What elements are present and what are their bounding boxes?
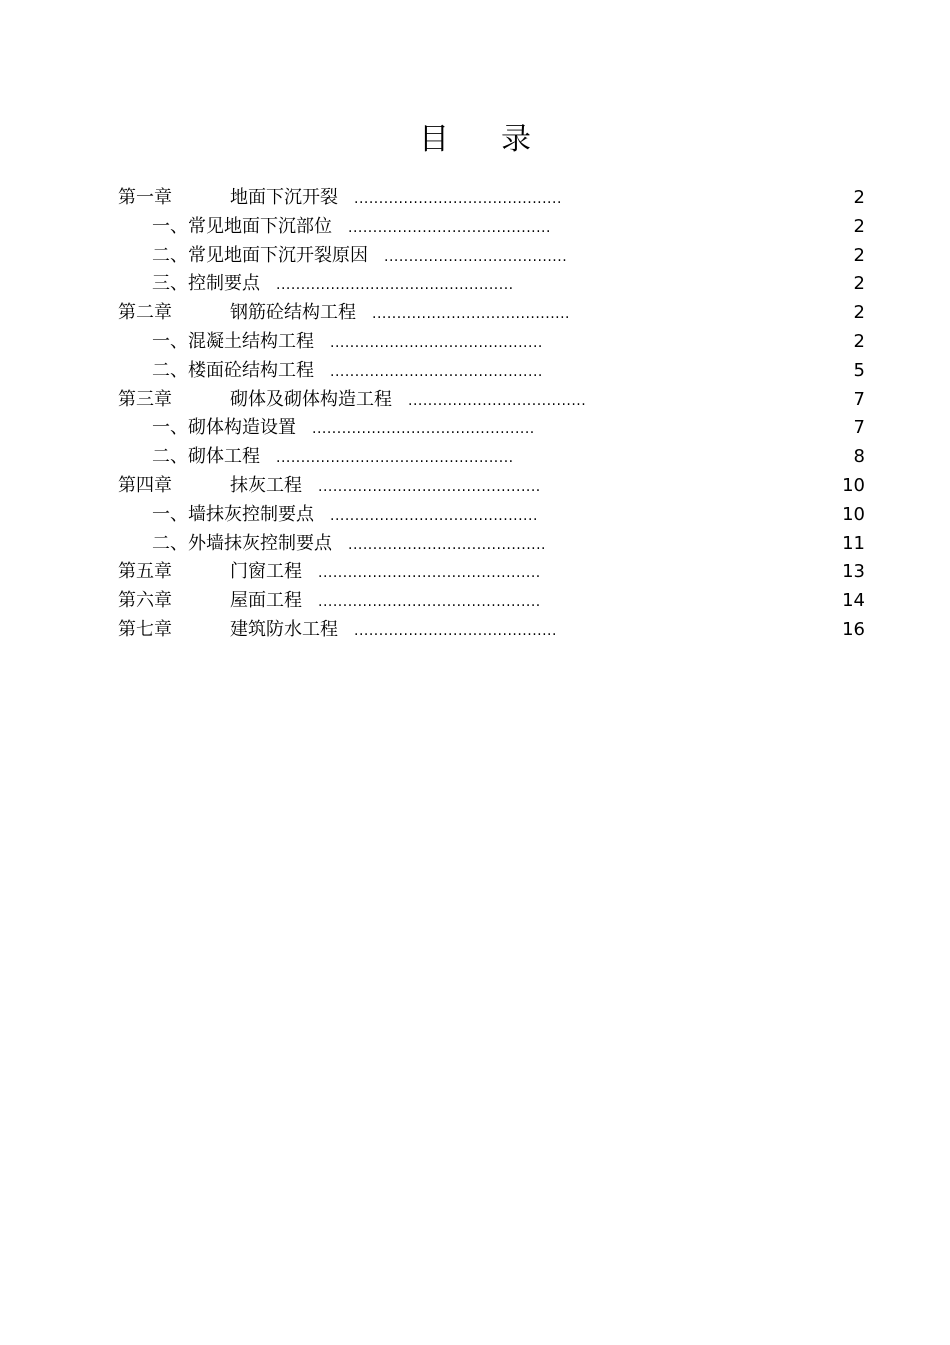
toc-entry-title: 外墙抹灰控制要点 (188, 532, 332, 554)
toc-entry-title: 砌体工程 (188, 446, 260, 468)
toc-entry-number: 第四章 (118, 474, 172, 496)
toc-entry-number: 第六章 (118, 590, 172, 612)
toc-entry-leader-dots: ............................................. (318, 594, 541, 611)
toc-entry-section[interactable] (118, 414, 865, 443)
toc-entry-number: 第七章 (118, 618, 172, 640)
toc-entry-section[interactable] (118, 443, 865, 472)
toc-entry-leader-dots: ........................................... (330, 363, 543, 380)
toc-entry-page-number: 5 (853, 359, 865, 381)
toc-list (118, 184, 865, 645)
toc-entry-section[interactable] (118, 530, 865, 559)
toc-entry-page-number: 2 (853, 273, 865, 295)
toc-entry-page-number: 16 (842, 618, 865, 640)
toc-entry-title: 楼面砼结构工程 (188, 359, 314, 381)
toc-entry-leader-dots: .......................................... (330, 507, 538, 524)
toc-entry-number: 一、 (152, 417, 188, 439)
toc-entry-section[interactable] (118, 270, 865, 299)
toc-entry-number: 第二章 (118, 302, 172, 324)
toc-entry-page-number: 2 (853, 302, 865, 324)
toc-entry-section[interactable] (118, 242, 865, 271)
toc-entry-leader-dots: ......................................... (354, 622, 557, 639)
toc-entry-title: 建筑防水工程 (230, 618, 338, 640)
toc-entry-number: 三、 (152, 273, 188, 295)
toc-entry-number: 一、 (152, 215, 188, 237)
toc-entry-page-number: 7 (853, 388, 865, 410)
toc-entry-number: 一、 (152, 503, 188, 525)
toc-entry-leader-dots: ........................................ (348, 536, 547, 553)
toc-entry-page-number: 10 (842, 503, 865, 525)
toc-entry-page-number: 14 (842, 590, 865, 612)
toc-entry-number: 二、 (152, 244, 188, 266)
toc-entry-number: 二、 (152, 532, 188, 554)
toc-entry-section[interactable] (118, 357, 865, 386)
toc-entry-page-number: 13 (842, 561, 865, 583)
toc-entry-title: 砌体及砌体构造工程 (230, 388, 392, 410)
toc-title-char-2: 录 (501, 122, 531, 157)
toc-entry-chapter[interactable] (118, 616, 865, 645)
toc-entry-leader-dots: ........................................ (372, 306, 571, 323)
toc-entry-leader-dots: ..................................... (384, 248, 568, 265)
toc-entry-title: 常见地面下沉开裂原因 (188, 244, 368, 266)
toc-entry-title: 砌体构造设置 (188, 417, 296, 439)
toc-entry-number: 一、 (152, 330, 188, 352)
toc-title-char-1: 目 (419, 122, 449, 157)
toc-entry-leader-dots: ............................................. (318, 478, 541, 495)
toc-entry-page-number: 11 (842, 532, 865, 554)
toc-entry-leader-dots: ........................................... (330, 334, 543, 351)
toc-entry-title: 抹灰工程 (230, 474, 302, 496)
toc-entry-chapter[interactable] (118, 299, 865, 328)
toc-entry-title: 屋面工程 (230, 590, 302, 612)
toc-entry-leader-dots: ................................................ (276, 277, 514, 294)
toc-entry-page-number: 2 (853, 187, 865, 208)
toc-entry-page-number: 8 (853, 446, 865, 468)
toc-entry-chapter[interactable] (118, 472, 865, 501)
toc-entry-section[interactable] (118, 328, 865, 357)
toc-entry-leader-dots: .......................................... (354, 191, 562, 207)
toc-entry-section[interactable] (118, 213, 865, 242)
toc-entry-title: 钢筋砼结构工程 (230, 302, 356, 324)
toc-entry-leader-dots: ................................................ (276, 450, 514, 467)
toc-entry-number: 二、 (152, 446, 188, 468)
toc-entry-page-number: 2 (853, 330, 865, 352)
toc-entry-title: 常见地面下沉部位 (188, 215, 332, 237)
toc-entry-page-number: 2 (853, 215, 865, 237)
toc-entry-chapter[interactable] (118, 386, 865, 415)
toc-entry-section[interactable] (118, 501, 865, 530)
toc-entry-number: 第五章 (118, 561, 172, 583)
toc-entry-title: 地面下沉开裂 (230, 187, 338, 208)
toc-entry-leader-dots: ............................................. (312, 421, 535, 438)
toc-entry-title: 墙抹灰控制要点 (188, 503, 314, 525)
toc-title (0, 118, 950, 162)
toc-entry-title: 控制要点 (188, 273, 260, 295)
toc-entry-page-number: 10 (842, 474, 865, 496)
toc-entry-leader-dots: .................................... (408, 392, 587, 409)
toc-entry-page-number: 2 (853, 244, 865, 266)
toc-entry-leader-dots: ............................................. (318, 565, 541, 582)
toc-entry-chapter[interactable] (118, 587, 865, 616)
toc-entry-title: 混凝土结构工程 (188, 330, 314, 352)
toc-entry-number: 第三章 (118, 388, 172, 410)
toc-entry-number: 二、 (152, 359, 188, 381)
toc-entry-chapter[interactable] (118, 558, 865, 587)
toc-entry-title: 门窗工程 (230, 561, 302, 583)
toc-entry-number: 第一章 (118, 187, 172, 208)
toc-entry-page-number: 7 (853, 417, 865, 439)
toc-entry-chapter[interactable] (118, 184, 865, 213)
toc-entry-leader-dots: ......................................... (348, 219, 551, 236)
